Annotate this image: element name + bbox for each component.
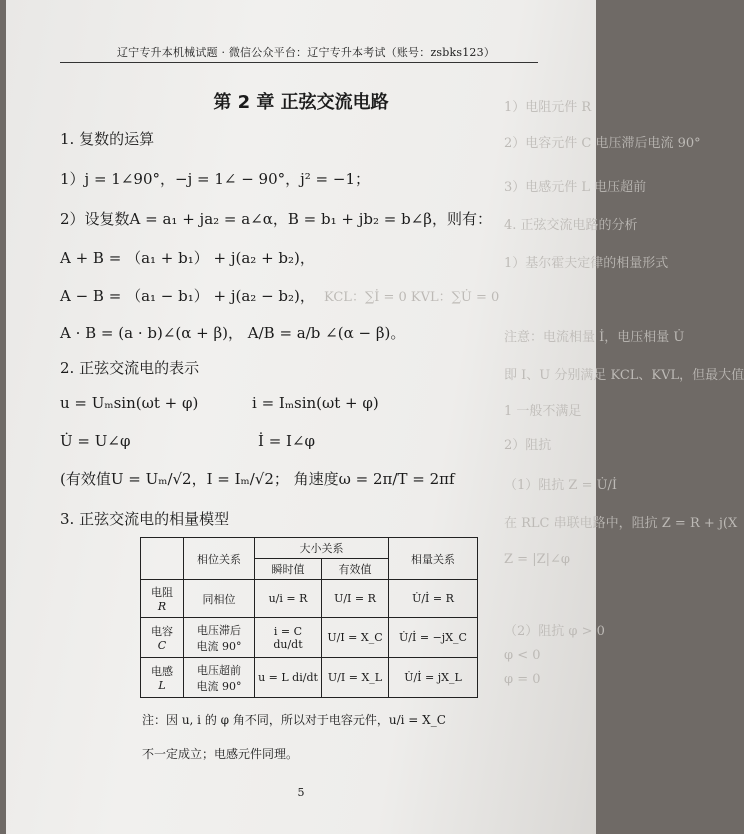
section-heading: 3. 正弦交流电的相量模型 (60, 510, 230, 528)
table-row (141, 658, 478, 698)
table-note: 注：因 u, i 的 φ 角不同，所以对于电容元件，u/i = X_C (142, 713, 446, 727)
bleed-text: 3）电感元件 L 电压超前 (504, 180, 647, 195)
formula-part: A · B = (a · b)∠(α + β)， (60, 324, 243, 342)
section-heading: 2. 正弦交流电的表示 (60, 359, 200, 377)
phase-cell: 电压超前 电流 90° (184, 658, 255, 698)
effective-cell: U/I = R (322, 580, 389, 618)
page-header: 辽宁专升本机械试题 · 微信公众平台：辽宁专升本考试（账号：zsbks123） (116, 46, 496, 59)
chapter-title: 第 2 章 正弦交流电路 (213, 92, 389, 113)
bleed-text: 即 I、U 分别满足 KCL、KVL，但最大值 (504, 368, 744, 383)
formula-line: (有效值U = Uₘ/√2，I = Iₘ/√2； 角速度ω = 2π/T = 2πf (60, 470, 455, 488)
formula-line: 2）设复数A = a₁ + ja₂ = a∠α，B = b₁ + jb₂ = b∠β，则有： (60, 210, 492, 228)
bleed-text: 在 RLC 串联电路中，阻抗 Z = R + j(X (504, 516, 738, 531)
formula-line: İ = I∠φ (258, 432, 316, 450)
document-page (6, 0, 744, 834)
bleed-text: φ = 0 (504, 672, 541, 687)
bleed-text: 4. 正弦交流电路的分析 (504, 218, 638, 233)
formula-line (60, 322, 405, 343)
bleed-text: Z = |Z|∠φ (504, 552, 570, 567)
phasor-cell: U̇/İ = R (389, 580, 478, 618)
formula-line: u = Uₘsin(ωt + φ) (60, 394, 199, 412)
header-phase: 相位关系 (184, 538, 255, 580)
formula-part: A/B = a/b ∠(α − β)。 (247, 324, 406, 342)
phasor-cell: U̇/İ = −jX_C (389, 618, 478, 658)
formula-line: i = Iₘsin(ωt + φ) (252, 394, 379, 412)
bleed-text: 2）电容元件 C 电压滞后电流 90° (504, 136, 701, 151)
bleed-text: 2）阻抗 (504, 438, 552, 453)
element-cell: 电阻 R (141, 580, 184, 618)
phase-cell: 电压滞后 电流 90° (184, 618, 255, 658)
formula-line: A − B = （a₁ − b₁） + j(a₂ − b₂)， (60, 287, 315, 305)
phasor-model-table (140, 537, 478, 698)
bleed-text: KCL：∑İ = 0 KVL：∑U̇ = 0 (324, 290, 500, 305)
instant-cell: u = L di/dt (255, 658, 322, 698)
effective-cell: U/I = X_C (322, 618, 389, 658)
bleed-text: 1）基尔霍夫定律的相量形式 (504, 256, 669, 271)
element-cell: 电感 L (141, 658, 184, 698)
bleed-text: （1）阻抗 Z = U̇/İ (504, 478, 618, 493)
bleed-text: 1 一般不满足 (504, 404, 582, 419)
section-heading: 1. 复数的运算 (60, 130, 155, 148)
header-rule (60, 62, 538, 63)
table-corner-cell (141, 538, 184, 580)
bleed-text: （2）阻抗 φ > 0 (504, 624, 605, 639)
element-cell: 电容 C (141, 618, 184, 658)
table-note: 不一定成立；电感元件同理。 (142, 747, 299, 761)
header-phasor: 相量关系 (389, 538, 478, 580)
bleed-text: 注意：电流相量 İ，电压相量 U̇ (504, 330, 685, 345)
formula-line: 1）j = 1∠90°，−j = 1∠ − 90°，j² = −1； (60, 170, 371, 188)
formula-line: U̇ = U∠φ (60, 432, 131, 450)
header-instant: 瞬时值 (255, 559, 322, 580)
formula-line: A + B = （a₁ + b₁） + j(a₂ + b₂)， (60, 249, 315, 267)
page-number: 5 (297, 786, 305, 799)
phasor-cell: U̇/İ = jX_L (389, 658, 478, 698)
effective-cell: U/I = X_L (322, 658, 389, 698)
table-row (141, 580, 478, 618)
header-magnitude: 大小关系 (255, 538, 389, 559)
phase-cell: 同相位 (184, 580, 255, 618)
table-row (141, 618, 478, 658)
instant-cell: i = C du/dt (255, 618, 322, 658)
bleed-text: 1）电阻元件 R (504, 100, 592, 115)
header-effective: 有效值 (322, 559, 389, 580)
bleed-text: φ < 0 (504, 648, 541, 663)
instant-cell: u/i = R (255, 580, 322, 618)
